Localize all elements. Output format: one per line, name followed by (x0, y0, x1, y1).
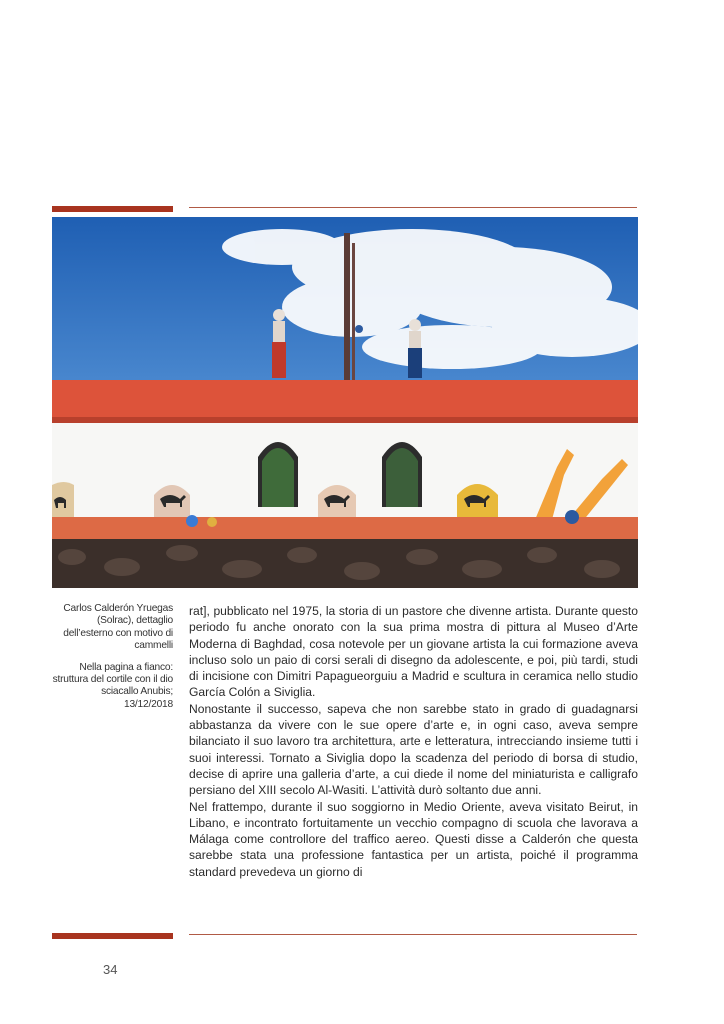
body-text (189, 603, 638, 880)
caption-text-2: Nella pagina a fianco: struttura del cortile con il dio sciacallo Anubis; 13/12/2018 (52, 661, 173, 710)
paragraph-1: rat], pubblicato nel 1975, la storia di un pastore che divenne artista. Durante questo periodo fu anche onorato con la sua prima mostra di pittura al Museo d’Arte Moderna di Baghdad, cosa notevole per un giovane artista la cui formazione aveva incluso solo un paio di corsi serali di disegno da adolescente, e poi, più tardi, studi di incisione con Dimitri Papagueorguiu a Madrid e scultura in ceramica nello studio García Colón a Siviglia. (189, 604, 638, 700)
caption-text-1: Carlos Calderón Yruegas (Solrac), dettaglio dell’esterno con motivo di cammelli (63, 603, 173, 652)
top-thin-rule (189, 207, 637, 208)
paragraph-3: Nel frattempo, durante il suo soggiorno in Medio Oriente, aveva visitato Beirut, in Libano, e incontrato fortuitamente un vecchio compagno di scuola che lavorava a Málaga come controllore del traffico aereo. Questi disse a Calderón che questa sarebbe stata una professione fantastica per un artista, poiché il programma standard prevedeva un giorno di (189, 799, 638, 879)
bottom-accent-rule (52, 933, 173, 939)
page-number: 34 (103, 962, 118, 977)
photo-caption (52, 603, 173, 720)
top-accent-rule (52, 206, 173, 212)
bottom-thin-rule (189, 934, 637, 935)
courtyard-photo (52, 217, 638, 588)
paragraph-2: Nonostante il successo, sapeva che non sarebbe stato in grado di guadagnarsi abbastanza da vivere con le sue opere d’arte e, in ogni caso, aveva sempre bilanciato il suo lavoro tra architettura, arte e letteratura, intrecciando insieme tutti i suoi interessi. Tornato a Siviglia dopo la scadenza del periodo di borsa di studio, decise di aprire una galleria d’arte, a cui diede il nome del miniaturista e calligrafo persiano del XIII secolo Al-Wasiti. L’attività durò soltanto due anni. (189, 701, 638, 798)
